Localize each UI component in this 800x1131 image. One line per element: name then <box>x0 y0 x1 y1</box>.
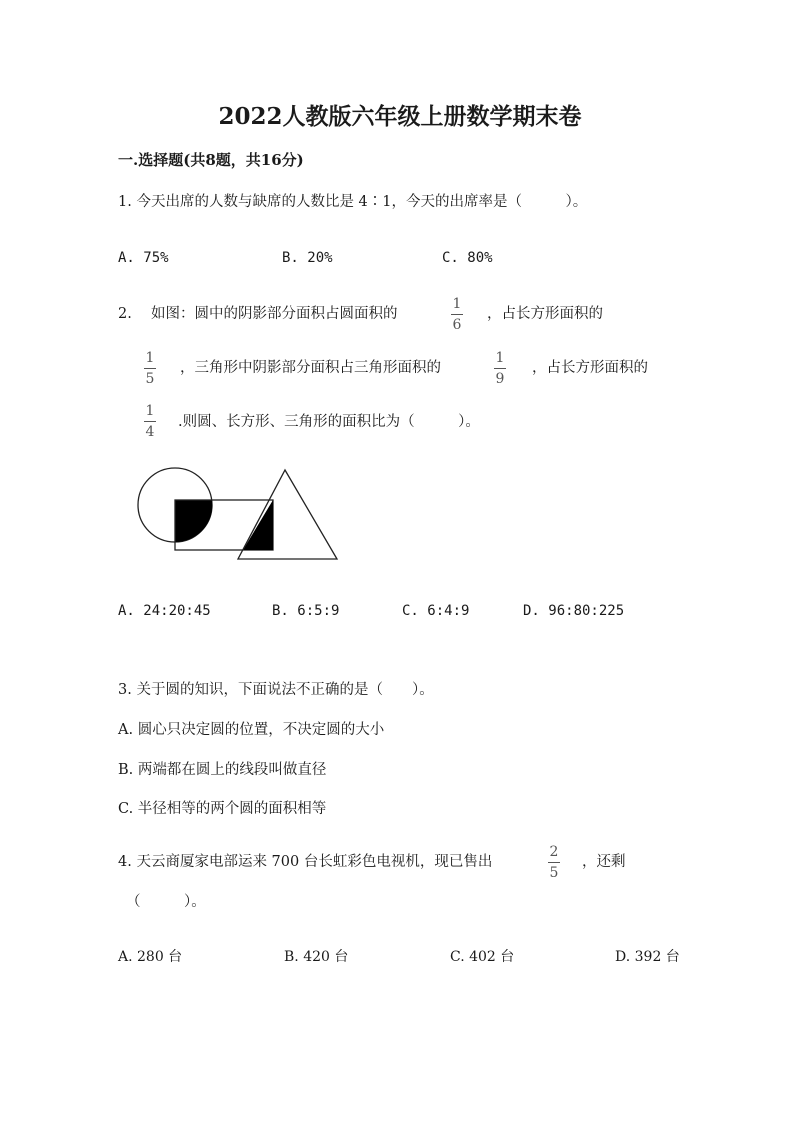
question-1-option-a: A. 75% <box>118 250 169 266</box>
circle-shaded-region <box>175 500 212 542</box>
fraction-two-fifths: 2 5 <box>549 844 559 881</box>
question-1-stem: 1. 今天出席的人数与缺席的人数比是 4∶1，今天的出席率是（ ）。 <box>118 194 588 210</box>
question-2-option-d: D. 96:80:225 <box>523 603 625 619</box>
fraction-one-ninth: 1 9 <box>495 350 505 387</box>
question-4-option-d: D. 392 台 <box>615 949 680 965</box>
question-4-option-c: C. 402 台 <box>450 949 515 965</box>
fraction-one-sixth: 1 6 <box>452 296 462 333</box>
question-2-line-1: 2. 如图：圆中的阴影部分面积占圆面积的 <box>118 306 398 322</box>
question-4-line-1b: ，还剩 <box>582 854 626 870</box>
question-4-line-2: （ ）。 <box>126 894 206 910</box>
question-2-line-2: ，三角形中阴影部分面积占三角形面积的 <box>180 360 441 376</box>
question-4-option-b: B. 420 台 <box>284 949 349 965</box>
fraction-one-fifth: 1 5 <box>145 350 155 387</box>
page-title: 2022人教版六年级上册数学期末卷 <box>218 103 582 130</box>
triangle-shaded-region <box>243 500 273 550</box>
geometry-figure <box>130 460 350 570</box>
question-2-line-3: .则圆、长方形、三角形的面积比为（ ）。 <box>178 414 480 430</box>
question-2-option-a: A. 24:20:45 <box>118 603 211 619</box>
question-2-option-b: B. 6:5:9 <box>272 603 340 619</box>
question-3-option-c: C. 半径相等的两个圆的面积相等 <box>118 801 327 817</box>
question-3-option-b: B. 两端都在圆上的线段叫做直径 <box>118 762 327 778</box>
question-1-option-b: B. 20% <box>282 250 333 266</box>
question-2-line-1b: ，占长方形面积的 <box>487 306 603 322</box>
fraction-one-fourth: 1 4 <box>145 403 155 440</box>
question-2-line-2b: ，占长方形面积的 <box>532 360 648 376</box>
question-2-option-c: C. 6:4:9 <box>402 603 470 619</box>
question-3-option-a: A. 圆心只决定圆的位置，不决定圆的大小 <box>118 722 385 738</box>
question-3-stem: 3. 关于圆的知识，下面说法不正确的是（ ）。 <box>118 682 434 698</box>
question-4-option-a: A. 280 台 <box>118 949 183 965</box>
question-4-line-1: 4. 天云商厦家电部运来 700 台长虹彩色电视机，现已售出 <box>118 854 493 870</box>
question-1-option-c: C. 80% <box>442 250 493 266</box>
section-heading: 一.选择题(共8题，共16分) <box>118 151 304 169</box>
